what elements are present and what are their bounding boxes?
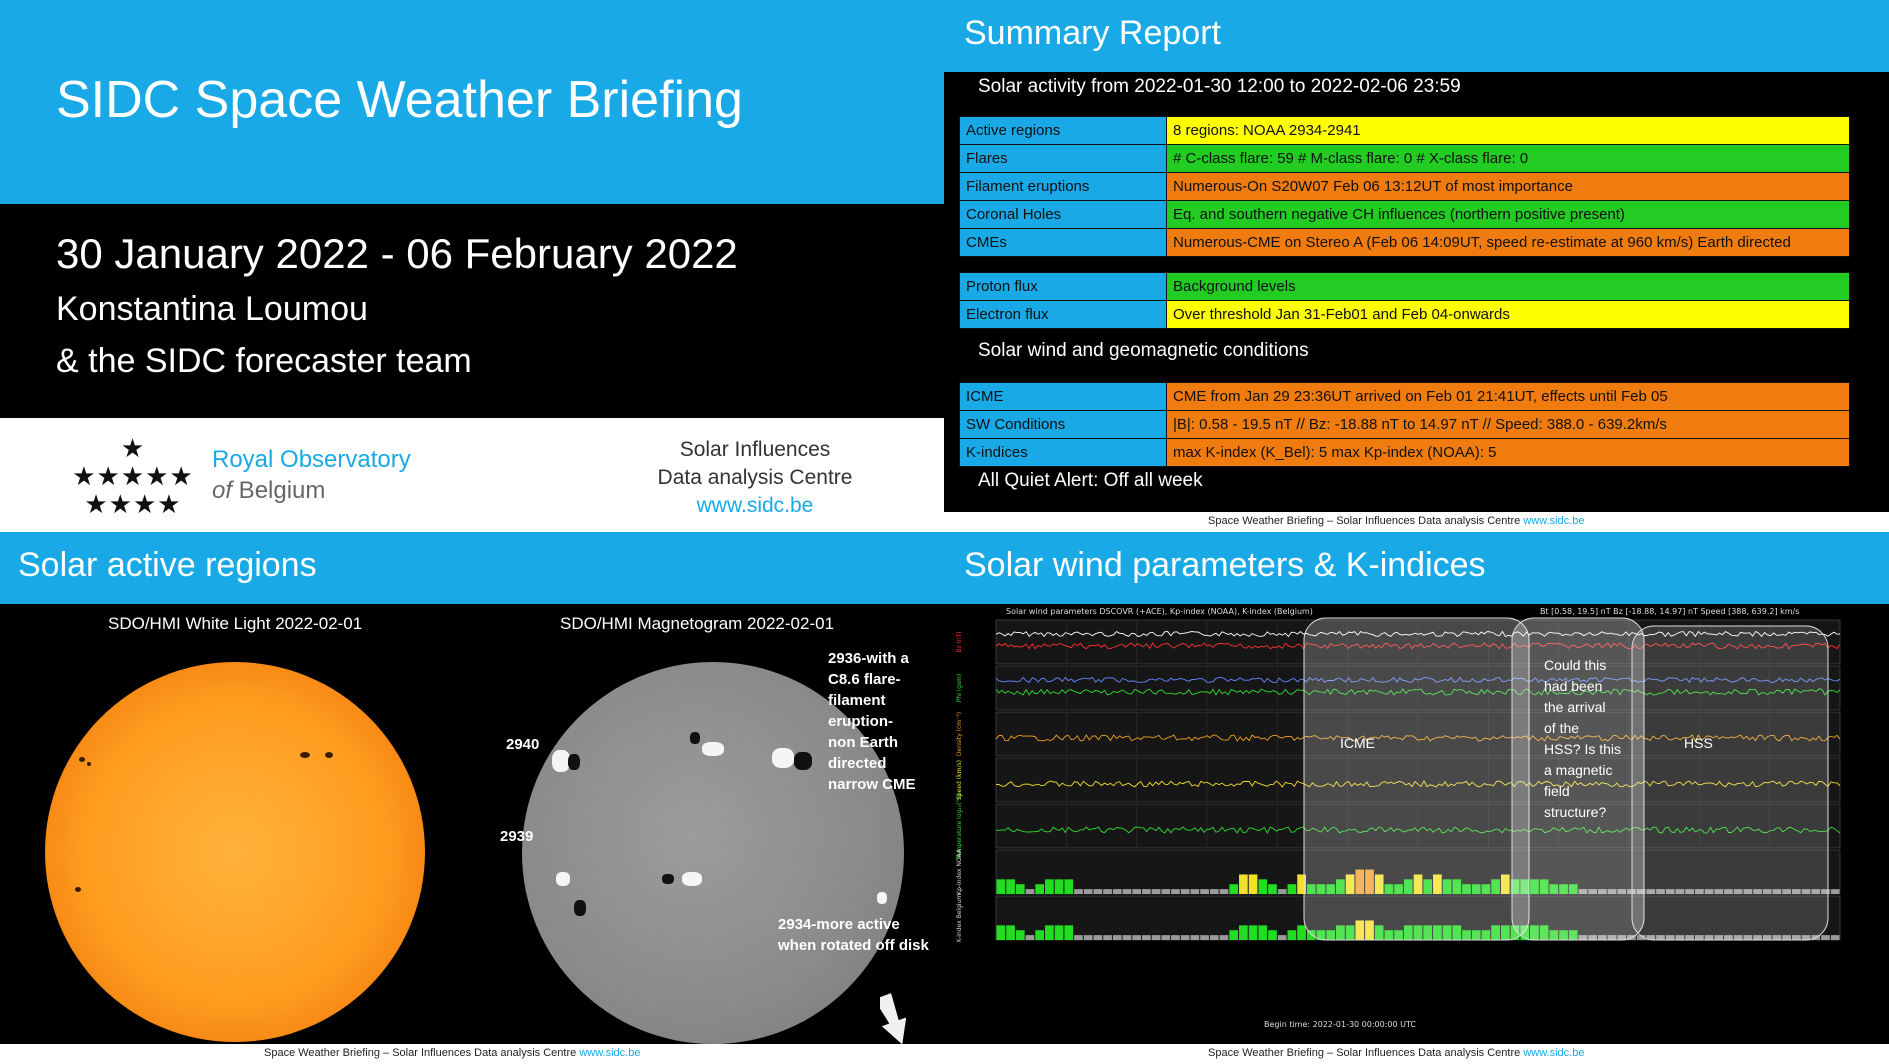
footer: Space Weather Briefing – Solar Influences Data analysis Centre www.sidc.be xyxy=(1208,1047,1585,1059)
row-value: Numerous-On S20W07 Feb 06 13:12UT of most importance xyxy=(1167,173,1850,201)
k-index-bar xyxy=(1831,935,1840,940)
k-index-bar xyxy=(1064,925,1073,940)
k-index-bar xyxy=(1035,884,1044,894)
k-index-bar xyxy=(1152,935,1161,940)
summary-row xyxy=(960,301,1850,329)
plot-header-right: Bt [0.58, 19.5] nT Bz [-18.88, 14.97] nT Speed [388, 639.2] km/s xyxy=(1540,607,1800,616)
note-line: directed xyxy=(828,755,887,772)
k-index-bar xyxy=(1210,935,1219,940)
k-index-bar xyxy=(1229,884,1238,894)
white-light-caption: SDO/HMI White Light 2022-02-01 xyxy=(108,614,363,633)
note-region-2934 xyxy=(778,914,929,956)
wind-heading: Solar wind and geomagnetic conditions xyxy=(978,340,1309,361)
row-key: Electron flux xyxy=(960,301,1167,329)
k-index-bar xyxy=(1239,925,1248,940)
k-index-bar xyxy=(1006,925,1015,940)
k-index-bar xyxy=(1191,889,1200,894)
k-index-bar xyxy=(1220,889,1229,894)
icme-highlight xyxy=(1304,618,1529,940)
row-key: Coronal Holes xyxy=(960,201,1167,229)
k-index-bar xyxy=(997,879,1006,894)
k-index-bar xyxy=(1229,930,1238,940)
row-value: # C-class flare: 59 # M-class flare: 0 # X-class flare: 0 xyxy=(1167,145,1850,173)
question-line: the arrival xyxy=(1544,699,1606,715)
panel-label: K-index Belgium xyxy=(956,893,963,943)
k-index-bar xyxy=(1026,889,1035,894)
briefing-info xyxy=(0,204,944,418)
k-index-bar xyxy=(1181,935,1190,940)
row-key: Flares xyxy=(960,145,1167,173)
k-index-bar xyxy=(1123,935,1132,940)
k-index-bar xyxy=(1171,889,1180,894)
question-line: Could this xyxy=(1544,657,1607,673)
panel-label: Density (cm⁻³) xyxy=(956,711,963,757)
k-index-bar xyxy=(1132,889,1141,894)
panel-label: Speed (km/s) xyxy=(956,760,963,800)
note-line: C8.6 flare- xyxy=(828,671,901,688)
summary-row xyxy=(960,229,1850,257)
summary-body xyxy=(944,72,1889,512)
solar-activity-table xyxy=(959,116,1850,257)
row-key: SW Conditions xyxy=(960,411,1167,439)
row-value: Over threshold Jan 31-Feb01 and Feb 04-onwards xyxy=(1167,301,1850,329)
row-value: |B|: 0.58 - 19.5 nT // Bz: -18.88 nT to 14.97 nT // Speed: 388.0 - 639.2km/s xyxy=(1167,411,1850,439)
particle-table xyxy=(959,272,1850,329)
row-value: Eq. and southern negative CH influences (northern positive present) xyxy=(1167,201,1850,229)
k-index-bar xyxy=(1064,879,1073,894)
row-key: CMEs xyxy=(960,229,1167,257)
k-index-bar xyxy=(1297,925,1306,940)
k-index-bar xyxy=(1026,935,1035,940)
question-line: of the xyxy=(1544,720,1580,736)
wind-band xyxy=(944,532,1889,604)
sidc-link[interactable]: www.sidc.be xyxy=(696,494,814,517)
k-index-bar xyxy=(1084,889,1093,894)
arrow-icon xyxy=(880,992,906,1046)
logo-strip xyxy=(0,418,944,532)
k-index-bar xyxy=(1258,925,1267,940)
label-region-2940: 2940 xyxy=(506,736,540,753)
footer: Space Weather Briefing – Solar Influences Data analysis Centre www.sidc.be xyxy=(264,1047,641,1059)
k-index-bar xyxy=(1084,935,1093,940)
row-key: Active regions xyxy=(960,117,1167,145)
question-line: field xyxy=(1544,783,1570,799)
footer: Space Weather Briefing – Solar Influences Data analysis Centre www.sidc.be xyxy=(1208,515,1585,527)
k-index-bar xyxy=(1055,925,1064,940)
k-index-bar xyxy=(1278,935,1287,940)
summary-row xyxy=(960,145,1850,173)
k-index-bar xyxy=(1094,935,1103,940)
summary-row xyxy=(960,201,1850,229)
k-index-bar xyxy=(1288,930,1297,940)
hss-highlight xyxy=(1632,626,1828,940)
row-value: 8 regions: NOAA 2934-2941 xyxy=(1167,117,1850,145)
k-index-bar xyxy=(1161,889,1170,894)
k-index-bar xyxy=(1249,925,1258,940)
plot-header: Solar wind parameters DSCOVR (+ACE), Kp-index (NOAA), K-index (Belgium) xyxy=(1006,607,1313,616)
note-line: non Earth xyxy=(828,734,898,751)
k-index-bar xyxy=(1181,889,1190,894)
panel-label: Bz (nT) xyxy=(956,631,963,653)
k-index-bar xyxy=(1142,935,1151,940)
summary-row xyxy=(960,273,1850,301)
row-key: K-indices xyxy=(960,439,1167,467)
wind-title: Solar wind parameters & K-indices xyxy=(964,546,1486,584)
question-line: structure? xyxy=(1544,804,1607,820)
summary-title: Summary Report xyxy=(964,14,1221,52)
k-index-bar xyxy=(1821,935,1830,940)
note-line: 2934-more active xyxy=(778,916,900,933)
note-line: narrow CME xyxy=(828,776,916,793)
summary-row xyxy=(960,117,1850,145)
k-index-bar xyxy=(1258,879,1267,894)
white-light-sun-image xyxy=(45,662,425,1042)
label-region-2939: 2939 xyxy=(500,828,534,845)
k-index-bar xyxy=(1210,889,1219,894)
summary-band xyxy=(944,0,1889,72)
k-index-bar xyxy=(1016,930,1025,940)
summary-row xyxy=(960,383,1850,411)
k-index-bar xyxy=(1220,935,1229,940)
row-key: ICME xyxy=(960,383,1167,411)
row-value: Numerous-CME on Stereo A (Feb 06 14:09UT, speed re-estimate at 960 km/s) Earth directed xyxy=(1167,229,1850,257)
sidc-block: Solar Influences Data analysis Centre www.sidc.be xyxy=(640,436,870,520)
k-index-bar xyxy=(1035,930,1044,940)
k-index-bar xyxy=(1045,879,1054,894)
regions-slide xyxy=(0,532,944,1064)
panel-label: Phi (gsm) xyxy=(956,673,963,703)
wind-body xyxy=(944,604,1889,1044)
date-range: 30 January 2022 - 06 February 2022 xyxy=(56,230,738,277)
author-name: Konstantina Loumou xyxy=(56,290,368,328)
wind-table xyxy=(959,382,1850,467)
row-value: CME from Jan 29 23:36UT arrived on Feb 01 21:41UT, effects until Feb 05 xyxy=(1167,383,1850,411)
k-index-bar xyxy=(1191,935,1200,940)
activity-heading: Solar activity from 2022-01-30 12:00 to 2022-02-06 23:59 xyxy=(978,76,1461,97)
regions-title: Solar active regions xyxy=(18,546,317,584)
k-index-bar xyxy=(1103,935,1112,940)
note-line: eruption- xyxy=(828,713,893,730)
summary-row xyxy=(960,411,1850,439)
title-band xyxy=(0,0,944,204)
row-key: Filament eruptions xyxy=(960,173,1167,201)
briefing-title: SIDC Space Weather Briefing xyxy=(56,71,743,129)
summary-row xyxy=(960,439,1850,467)
panel-label: Temperature log₁₀(°K) xyxy=(956,793,963,859)
k-index-bar xyxy=(1123,889,1132,894)
row-value: max K-index (K_Bel): 5 max Kp-index (NOAA): 5 xyxy=(1167,439,1850,467)
summary-slide xyxy=(944,0,1889,532)
k-index-bar xyxy=(1200,935,1209,940)
k-index-bar xyxy=(1200,889,1209,894)
observatory-name: Royal Observatory of Belgium xyxy=(212,446,411,504)
k-index-bar xyxy=(1152,889,1161,894)
icme-label: ICME xyxy=(1340,735,1375,751)
k-index-bar xyxy=(1249,874,1258,894)
k-index-bar xyxy=(1831,889,1840,894)
regions-band xyxy=(0,532,944,604)
alert-status: All Quiet Alert: Off all week xyxy=(978,470,1203,491)
k-index-bar xyxy=(1142,889,1151,894)
magnetogram-caption: SDO/HMI Magnetogram 2022-02-01 xyxy=(560,614,835,633)
k-index-bar xyxy=(997,925,1006,940)
title-slide xyxy=(0,0,944,532)
wind-slide xyxy=(944,532,1889,1064)
note-line: when rotated off disk xyxy=(778,937,929,954)
panel-label: Kp-index NOAA xyxy=(956,849,963,895)
note-line: 2936-with a xyxy=(828,650,909,667)
note-region-2936 xyxy=(828,648,916,795)
k-index-bar xyxy=(1055,879,1064,894)
solar-wind-plot xyxy=(944,604,1889,1044)
observatory-stars-logo: ★ ★★★★★ ★★★★ xyxy=(72,433,194,519)
k-index-bar xyxy=(1094,889,1103,894)
row-value: Background levels xyxy=(1167,273,1850,301)
begin-time: Begin time: 2022-01-30 00:00:00 UTC xyxy=(1264,1020,1417,1029)
k-index-bar xyxy=(1016,884,1025,894)
question-line: HSS? Is this xyxy=(1544,741,1622,757)
k-index-bar xyxy=(1074,889,1083,894)
k-index-bar xyxy=(1288,884,1297,894)
k-index-bar xyxy=(1278,889,1287,894)
k-index-bar xyxy=(1045,925,1054,940)
team-name: & the SIDC forecaster team xyxy=(56,342,472,380)
hss-label: HSS xyxy=(1684,735,1713,751)
k-index-bar xyxy=(1132,935,1141,940)
question-line: had been xyxy=(1544,678,1603,694)
k-index-bar xyxy=(1113,935,1122,940)
k-index-bar xyxy=(1074,935,1083,940)
regions-body xyxy=(0,604,944,1044)
k-index-bar xyxy=(1239,874,1248,894)
row-key: Proton flux xyxy=(960,273,1167,301)
k-index-bar xyxy=(1161,935,1170,940)
k-index-bar xyxy=(1006,879,1015,894)
note-line: filament xyxy=(828,692,886,709)
k-index-bar xyxy=(1103,889,1112,894)
k-index-bar xyxy=(1113,889,1122,894)
summary-row xyxy=(960,173,1850,201)
question-line: a magnetic xyxy=(1544,762,1613,778)
k-index-bar xyxy=(1268,930,1277,940)
k-index-bar xyxy=(1171,935,1180,940)
k-index-bar xyxy=(1268,884,1277,894)
